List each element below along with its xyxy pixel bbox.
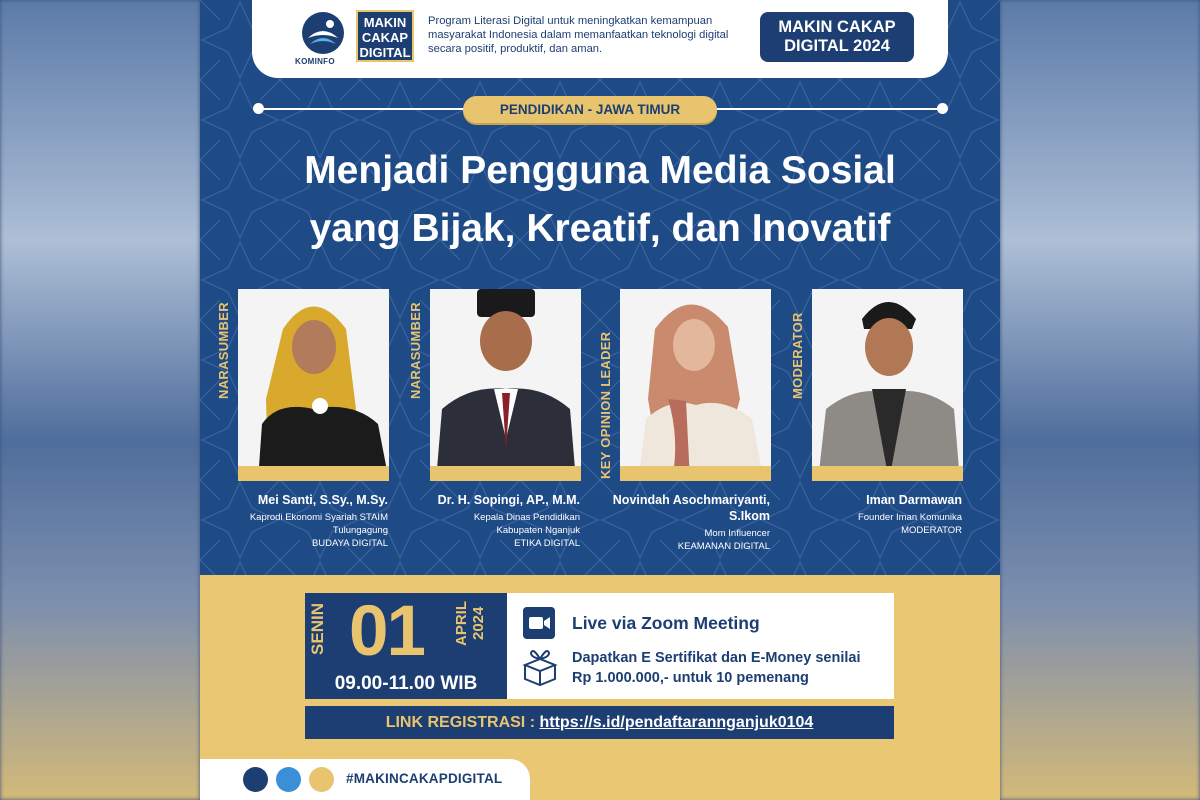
registration-bar [305, 706, 894, 739]
event-day: SENIN [308, 603, 327, 655]
speaker-description [408, 511, 580, 537]
photo-band [238, 466, 389, 481]
background-right [1000, 0, 1200, 800]
speaker-role: NARASUMBER [216, 302, 231, 399]
speaker-name: Iman Darmawan [866, 493, 962, 507]
speaker-name: Dr. H. Sopingi, AP., M.M. [437, 493, 580, 507]
event-date: 01 [349, 592, 424, 671]
category-pill: PENDIDIKAN - JAWA TIMUR [463, 96, 717, 123]
footer-dot-navy [243, 767, 268, 792]
divider-dot-right [937, 103, 948, 114]
footer-dot-blue [276, 767, 301, 792]
speaker-info [408, 492, 580, 550]
registration-link[interactable]: https://s.id/pendaftarannganjuk0104 [539, 714, 814, 731]
speaker-description [216, 511, 388, 537]
speaker-description-line: Mom Influencer [704, 528, 770, 539]
prize-text [572, 648, 860, 688]
speaker-description [790, 511, 962, 524]
badge-line-1: MAKIN CAKAP [778, 18, 896, 36]
event-month: APRIL [453, 601, 470, 646]
speaker-photo [620, 289, 771, 481]
prize-line-1: Dapatkan E Sertifikat dan E-Money senilai [572, 650, 861, 666]
speaker-name: Mei Santi, S.Sy., M.Sy. [257, 493, 388, 507]
platform-text: Live via Zoom Meeting [572, 613, 760, 633]
kominfo-label: KOMINFO [295, 57, 335, 66]
event-poster [200, 0, 1000, 800]
speaker-role: KEY OPINION LEADER [598, 331, 613, 479]
event-time: 09.00-11.00 WIB [334, 673, 478, 694]
event-details-section [200, 575, 1000, 800]
speaker-info [216, 492, 388, 550]
makin-cakap-digital-logo [356, 10, 414, 62]
speaker-description-line: Kaprodi Ekonomi Syariah STAIM [249, 512, 388, 523]
speaker-role: NARASUMBER [408, 302, 423, 399]
speaker-topic: MODERATOR [901, 525, 962, 536]
geometric-pattern [200, 0, 1000, 575]
photo-band [430, 466, 581, 481]
badge-line-2: DIGITAL 2024 [784, 37, 890, 55]
speaker-description [598, 527, 770, 540]
speaker-role: MODERATOR [790, 312, 805, 399]
speaker-description-line: Kabupaten Nganjuk [496, 525, 580, 536]
speaker-name [598, 492, 770, 524]
logo-line-1: MAKIN [363, 15, 407, 30]
logo-line-2: CAKAP [361, 30, 409, 45]
speaker-name-line: Novindah Asochmariyanti, [612, 493, 770, 507]
photo-band [812, 466, 963, 481]
date-box [305, 593, 507, 699]
program-badge [760, 12, 914, 62]
event-info-box [507, 593, 894, 699]
kominfo-logo-icon [300, 10, 346, 56]
title-line-1: Menjadi Pengguna Media Sosial [304, 149, 896, 192]
logo-line-3: DIGITAL [359, 45, 411, 60]
speaker-description-line: Tulungagung [332, 525, 388, 536]
speaker-photo [238, 289, 389, 481]
speaker-photo [430, 289, 581, 481]
registration-label: LINK REGISTRASI : [385, 714, 536, 731]
program-description: Program Literasi Digital untuk meningkatkan kemampuan masyarakat Indonesia dalam memanfaatkan teknologi digital secara positif, produktif, dan aman. [428, 15, 729, 55]
event-year: 2024 [470, 606, 487, 641]
speaker-topic: ETIKA DIGITAL [514, 538, 580, 549]
speaker-description-line: Kepala Dinas Pendidikan [473, 512, 580, 523]
prize-line-2: Rp 1.000.000,- untuk 10 pemenang [572, 670, 809, 686]
speaker-topic: BUDAYA DIGITAL [311, 538, 388, 549]
speaker-name-line: S.Ikom [729, 509, 770, 523]
event-month-year [453, 601, 487, 646]
event-title [200, 142, 1000, 258]
gift-box-icon [521, 645, 559, 687]
background-left [0, 0, 200, 800]
hashtag: #MAKINCAKAPDIGITAL [346, 771, 503, 786]
speaker-topic: KEAMANAN DIGITAL [677, 541, 770, 552]
speaker-info [790, 492, 962, 537]
header-bar [252, 0, 948, 78]
speaker-photo [812, 289, 963, 481]
video-camera-icon [523, 607, 555, 639]
speaker-info [598, 492, 770, 553]
speaker-description-line: Founder Iman Komunika [857, 512, 962, 523]
footer-dot-gold [309, 767, 334, 792]
title-line-2: yang Bijak, Kreatif, dan Inovatif [309, 207, 891, 250]
photo-band [620, 466, 771, 481]
divider-dot-left [253, 103, 264, 114]
